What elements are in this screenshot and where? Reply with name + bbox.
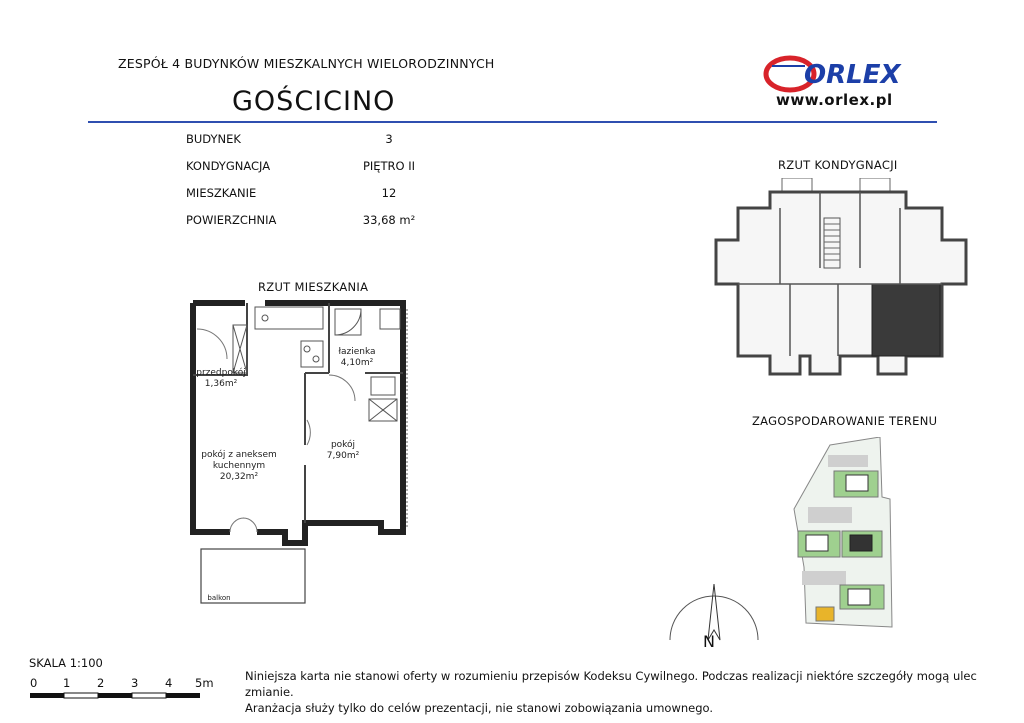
scale-tick-3: 3 (131, 676, 139, 690)
scale-tick-5: 5m (195, 676, 214, 690)
info-value-building: 3 (385, 132, 393, 146)
floor-plan-title: RZUT KONDYGNACJI (778, 158, 898, 172)
info-label-floor: KONDYGNACJA (186, 159, 271, 173)
scale-label: SKALA 1:100 (29, 656, 103, 670)
site-plan (790, 437, 895, 632)
scale-tick-0: 0 (30, 676, 38, 690)
scale-tick-2: 2 (97, 676, 105, 690)
apartment-plan-title: RZUT MIESZKANIA (258, 280, 369, 294)
project-subtitle: ZESPÓŁ 4 BUDYNKÓW MIESZKALNYCH WIELORODZINNYCH (118, 56, 495, 71)
info-value-apartment: 12 (381, 186, 397, 200)
scale-tick-1: 1 (63, 676, 71, 690)
north-label: N (703, 632, 715, 651)
logo-wordmark: ORLEX (804, 60, 901, 90)
scale-tick-4: 4 (165, 676, 173, 690)
site-plan-title: ZAGOSPODAROWANIE TERENU (752, 414, 938, 428)
room-bedroom-area: 7,90m² (326, 451, 360, 461)
room-living-area: 20,32m² (219, 472, 259, 482)
disclaimer-line-2: Aranżacja służy tylko do celów prezentacji, nie stanowi zobowiązania umownego. (245, 701, 713, 715)
disclaimer-line-1: Niniejsza karta nie stanowi oferty w rozumieniu przepisów Kodeksu Cywilnego. Podczas realizacji niektóre szczegóły mogą ulec zmianie. (245, 669, 977, 699)
floor-key-plan (710, 178, 970, 388)
room-bath-name: łazienka (338, 347, 376, 357)
page-title: GOŚCICINO (232, 86, 396, 117)
room-living-name-1: pokój z aneksem (201, 450, 277, 460)
room-bedroom-name: pokój (330, 440, 356, 450)
info-label-building: BUDYNEK (186, 132, 241, 146)
disclaimer (245, 668, 1024, 716)
room-balcony: balkon (207, 594, 231, 602)
info-value-area: 33,68 m² (362, 213, 416, 227)
website-link[interactable]: www.orlex.pl (776, 91, 893, 109)
room-hall-name: przedpokój (196, 368, 246, 378)
info-label-area: POWIERZCHNIA (186, 213, 277, 227)
room-living-name-2: kuchennym (212, 461, 266, 471)
info-value-floor: PIĘTRO II (362, 159, 416, 173)
room-bath-area: 4,10m² (340, 358, 374, 368)
header-rule (88, 121, 937, 123)
scale-bar (30, 692, 220, 700)
info-label-apartment: MIESZKANIE (186, 186, 257, 200)
room-hall-area: 1,36m² (204, 379, 238, 389)
highlighted-apartment (872, 284, 940, 356)
